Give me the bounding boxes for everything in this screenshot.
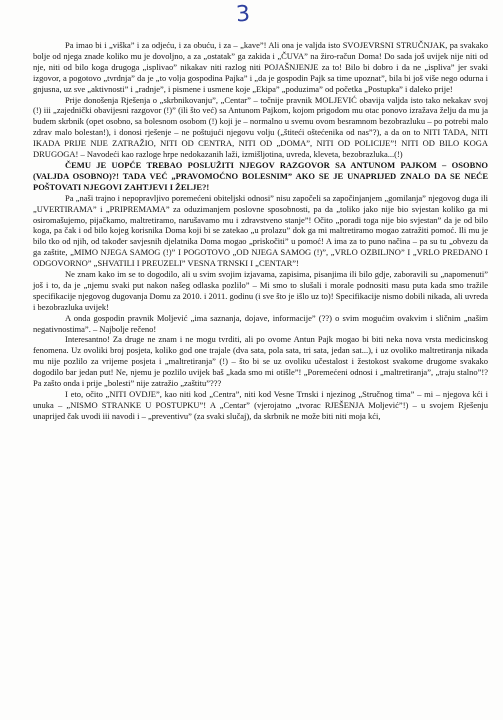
paragraph-6: A onda gospodin pravnik Moljević „ima saznanja, dojave, informacije” (??) o svim mogućim ovakvim i sličnim „našim negativnostima”. – Najbolje rečeno! bbox=[33, 312, 488, 334]
paragraph-1: Pa imao bi i „viška” i za odjeću, i za obuću, i za – „kave”! Ali ona je valjda isto SVOJEVRSNI STRUČNJAK, pa svakako bolje od njega znade koliko mu je dovoljno, a za „ostatak” ga zakida i „ČUVA” na žiro-račun Doma! Do sada još uvijek nije niti od nje, niti od bilo koga drugoga „isplivao” nikakav niti razlog niti POJAŠNJENJE za to! Bilo bi dobro i da ne „isplivа” jer svaki izgovor, a pogotovo „tvrdnja” da je „to volja gospodina Pajka” i „da je gospodin Pajk sa time upoznat”, bila bi još više nego odurna i gnjusna, uz sve „aktivnosti” i „radnje”, i pismene i usmene koje „Ekipa” „poduzima” od početka „Postupka” i daleko prije! bbox=[33, 40, 488, 94]
paragraph-5: Ne znam kako im se to dogodilo, ali u svim svojim izjavama, zapisima, pisanjima ili bilo gdje, zaboravili su „napomenuti” još i to, da je „njemu svaki put nakon našeg odlaska pozlilo” – Mi smo to slušali i morale podnositi masu puta kada smo tražile specifikacije njegovog dugovanja Domu za 2010. i 2011. godinu (i sve što je išlo uz to)! Specifikacije nismo dobili nikada, ali uvreda i bezobrazluka uvijek! bbox=[33, 269, 488, 312]
page-number: 3 bbox=[235, 1, 251, 28]
paragraph-2: Prije donošenja Rješenja o „skrbnikovanju”, „Centar” – točnije pravnik MOLJEVIĆ obavija valjda isto tako nekakav svoj (!) iii „zajednički obavijesni razgovor (!)” (ili što već) sa Antunom Pajkom, kojom prigodom mu otac ponovo izražava želju da mu ja budem skrbnik (opet osobno, sa bolesnom osobom (!) koji je – normalno u svemu ovom besramnom bezobrazluku – po potrebi malo zdrav malo bolestan!), i donosi rješenje – ne poštujući njegovu volju („štiteći oštećenika od nas”?), a da on to NITI TADA, NITI IKADA PRIJE NIJE ZATRAŽIO, NITI OD CENTRA, NITI OD „DOMA”, NITI OD POLICIJE”! NITI OD BILO KOGA DRUGOGA! – Navodeći kao razloge hrpe nedokazanih laži, izmišljotina, uvreda, kleveta, bezobrazluka...(!) bbox=[33, 94, 488, 160]
paragraph-3: ČEMU JE UOPĆE TREBAO POSLUŽITI NJEGOV RAZGOVOR SA ANTUNOM PAJKOM – OSOBNO (VALJDA OSOBNO)?! TADA VEĆ „PRAVOMOĆNO BOLESNIM” AKO SE JE UNAPRIJED ZNALO DA SE NEĆE POŠTOVATI NJEGOVI ZAHTJEVI I ŽELJE?! bbox=[33, 159, 488, 192]
document-body bbox=[33, 40, 488, 422]
paragraph-4: Pa „naši trajno i nepopravljivo poremećeni obiteljski odnosi” nisu započeli sa započinjanjem „gomilanja” njegovog duga ili „UVERTIRAMA” i „PRIPREMAMA” za oduzimanjem poslovne sposobnosti, pa da „toliko jako nije bio svjestan koliko ga mi osiromašujemo, pijačkamo, maltretiramo, narušavamo mu i zdravstveno stanje”! Očito „poradi toga nije bio svjestan” da je od bilo koga, pa čak i od bilo kojeg korisnika Doma koji bi se zatekao „u prolazu” dok ga mi maltretiramo mogao zatražiti pomoć. Ili mu je bilo tko od njih, od također savjesnih djelatnika Doma mogao „priskočiti” u pomoć! A ima za to puno načina – pa su tu „obvezu da ga zaštite, „MIMO NJEGA SAMOG (!)” I POGOTOVO „OD NJEGA SAMOG (!)”, „VRLO OZBILJNO” I „VRLO PREDANO I ODGOVORNO” „SHVATILI I PREUZELI” VESNA TRNSKI I „CENTAR”! bbox=[33, 192, 488, 269]
paragraph-8: I eto, očito „NITI OVDJE”, kao niti kod „Centra”, niti kod Vesne Trnski i njezinog „Stručnog tima” – mi – njegova kći i unuka – „NISMO STRANKE U POSTUPKU”! A „Centar” (vjerojatno „tvorac RJEŠENJA Moljević”!) – u svojem Rješenju unaprijed čak uvodi iii navodi i – „preventivu” (za svaki slučaj), da skrbnik ne može biti niti moja kći, bbox=[33, 389, 488, 421]
paragraph-7: Interesantno! Za druge ne znam i ne mogu tvrditi, ali po ovome Antun Pajk mogao bi biti neka nova vrsta medicinskog fenomena. Uz ovoliki broj posjeta, koliko god one trajale (dva sata, pola sata, tri sata, jedan sat...), i uz ovoliko maltretiranja nikada mu nije pozlilo za vrijeme posjeta i „maltretiranja” (!) – što bi se uz ovoliku učestalost i žestokost svakome drugome svakako dogodilo bar jedan put! Ne, njemu je pozlilo uvijek baš „kada smo mi otišle”! „Poremećeni odnosi i „maltretiranja”, „traju stalno”!? Pa zašto onda i prije „bolesti” nije zatražio „zaštitu”??? bbox=[33, 334, 488, 389]
